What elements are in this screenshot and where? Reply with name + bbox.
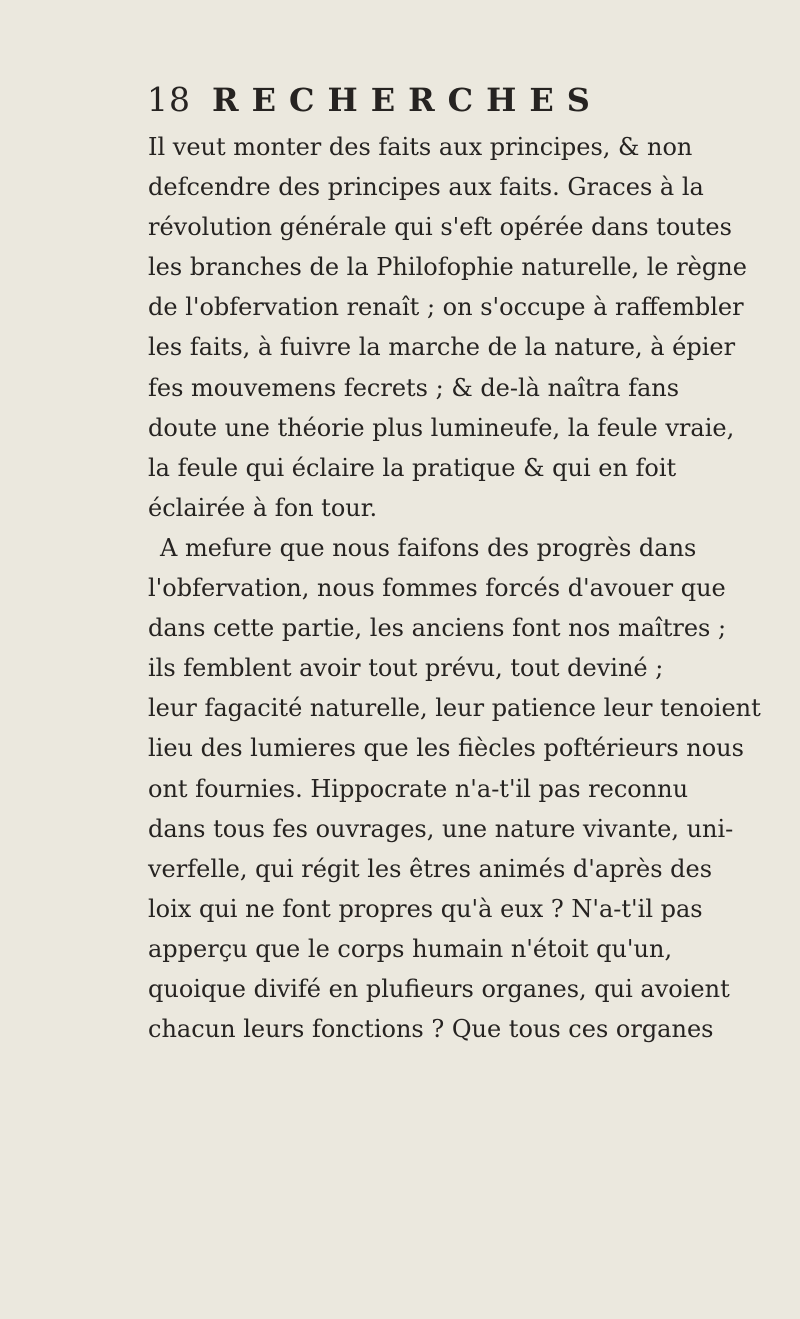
body-text (148, 127, 761, 1049)
text-line: Il veut monter des faits aux principes, & non (148, 133, 693, 161)
text-line: quoique divifé en plufieurs organes, qui avoient (148, 974, 730, 1003)
text-line: les branches de la Philofophie naturelle, le règne (148, 253, 747, 282)
text-line: révolution générale qui s'eft opérée dans toutes (148, 213, 732, 242)
text-line: leur fagacité naturelle, leur patience leur tenoient (148, 694, 761, 723)
text-line: lieu des lumieres que les fiècles poftérieurs nous (148, 734, 744, 763)
text-line: apperçu que le corps humain n'étoit qu'un, (148, 934, 673, 963)
text-line: loix qui ne font propres qu'à eux ? N'a-t'il pas (148, 894, 703, 923)
text-line: A mefure que nous faifons des progrès dans (160, 533, 697, 562)
text-line: doute une théorie plus lumineufe, la feule vraie, (148, 413, 735, 442)
page-number: 18 (147, 80, 191, 119)
text-line: l'obfervation, nous fommes forcés d'avouer que (148, 574, 726, 603)
text-line: éclairée à fon tour. (148, 493, 378, 522)
text-line: defcendre des principes aux faits. Graces à la (148, 173, 704, 202)
text-line: dans cette partie, les anciens font nos maîtres ; (148, 614, 727, 643)
text-line: dans tous fes ouvrages, une nature vivante, uni- (148, 814, 734, 843)
text-line: la feule qui éclaire la pratique & qui en foit (148, 453, 677, 482)
running-head: RECHERCHES (212, 81, 603, 119)
text-line: les faits, à fuivre la marche de la nature, à épier (148, 333, 736, 362)
page-header (147, 78, 607, 122)
text-line: ont fournies. Hippocrate n'a-t'il pas reconnu (148, 774, 689, 803)
text-line: fes mouvemens fecrets ; & de-là naîtra fans (148, 373, 680, 402)
text-line: ils femblent avoir tout prévu, tout deviné ; (148, 654, 664, 683)
text-line: chacun leurs fonctions ? Que tous ces organes (148, 1015, 714, 1044)
text-line: de l'obfervation renaît ; on s'occupe à raffembler (148, 293, 744, 322)
text-line: verfelle, qui régit les êtres animés d'après des (148, 854, 713, 883)
